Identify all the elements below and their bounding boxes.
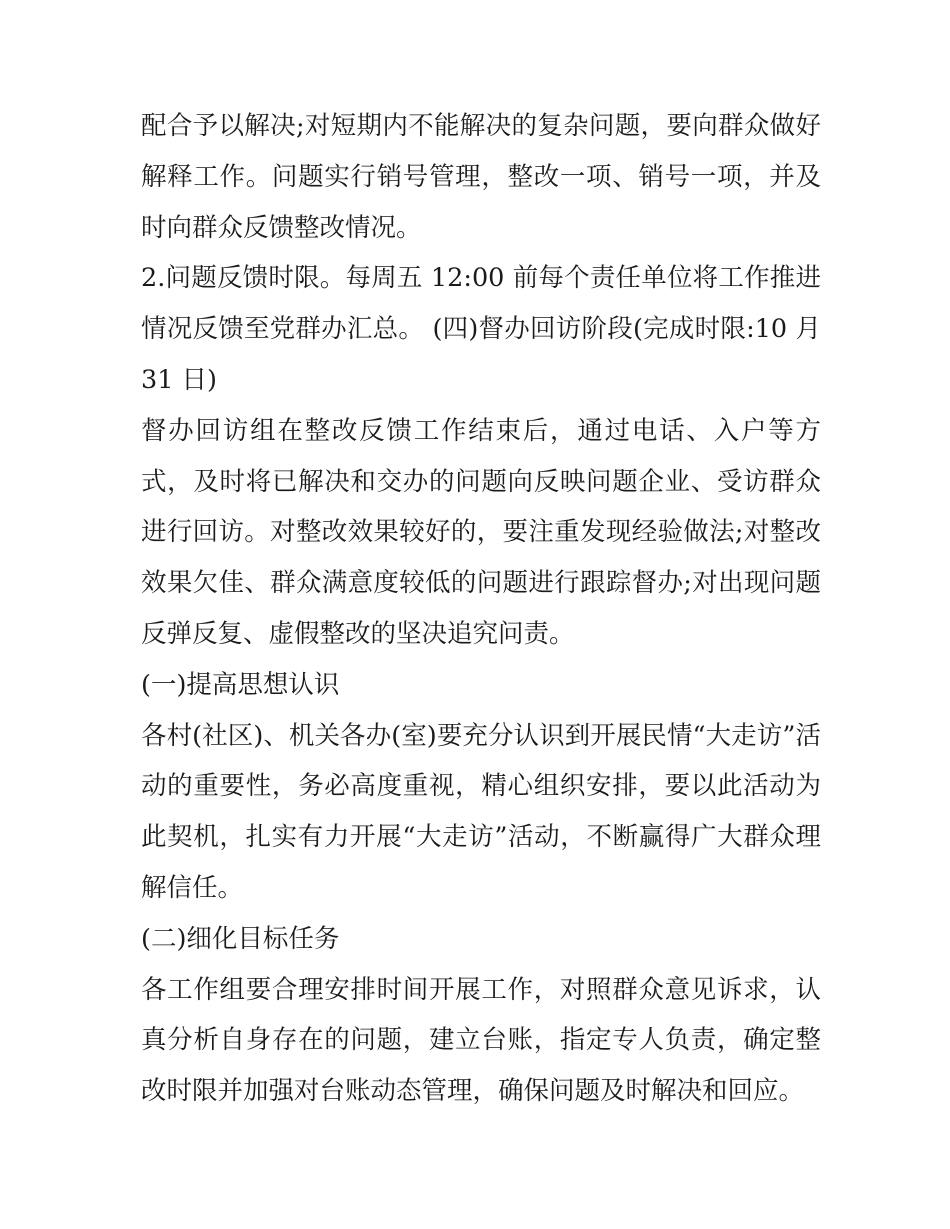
section-heading-raise-awareness: (一)提高思想认识 xyxy=(141,669,340,700)
paragraph-feedback-deadline: 2.问题反馈时限。每周五 12:00 前每个责任单位将工作推进情况反馈至党群办汇总。 (四)督办回访阶段(完成时限:10 月 31 日) xyxy=(141,263,821,395)
paragraph-raise-awareness: 各村(社区)、机关各办(室)要充分认识到开展民情“大走访”活动的重要性，务必高度重视，精心组织安排，要以此活动为此契机，扎实有力开展“大走访”活动，不断赢得广大群众理解信任。 xyxy=(141,720,821,903)
paragraph-resolve-issues: 配合予以解决;对短期内不能解决的复杂问题，要向群众做好解释工作。问题实行销号管理，整改一项、销号一项，并及时向群众反馈整改情况。 xyxy=(141,111,821,243)
paragraph-refine-targets: 各工作组要合理安排时间开展工作，对照群众意见诉求，认真分析自身存在的问题，建立台账，指定专人负责，确定整改时限并加强对台账动态管理，确保问题及时解决和回应。 xyxy=(141,974,821,1107)
paragraph-supervision-revisit: 督办回访组在整改反馈工作结束后，通过电话、入户等方式，及时将已解决和交办的问题向反映问题企业、受访群众进行回访。对整改效果较好的，要注重发现经验做法;对整改效果欠佳、群众满意度较低的问题进行跟踪督办;对出现问题反弹反复、虚假整改的坚决追究问责。 xyxy=(141,415,821,649)
section-heading-refine-targets: (二)细化目标任务 xyxy=(141,923,340,954)
document-body xyxy=(141,101,821,1117)
